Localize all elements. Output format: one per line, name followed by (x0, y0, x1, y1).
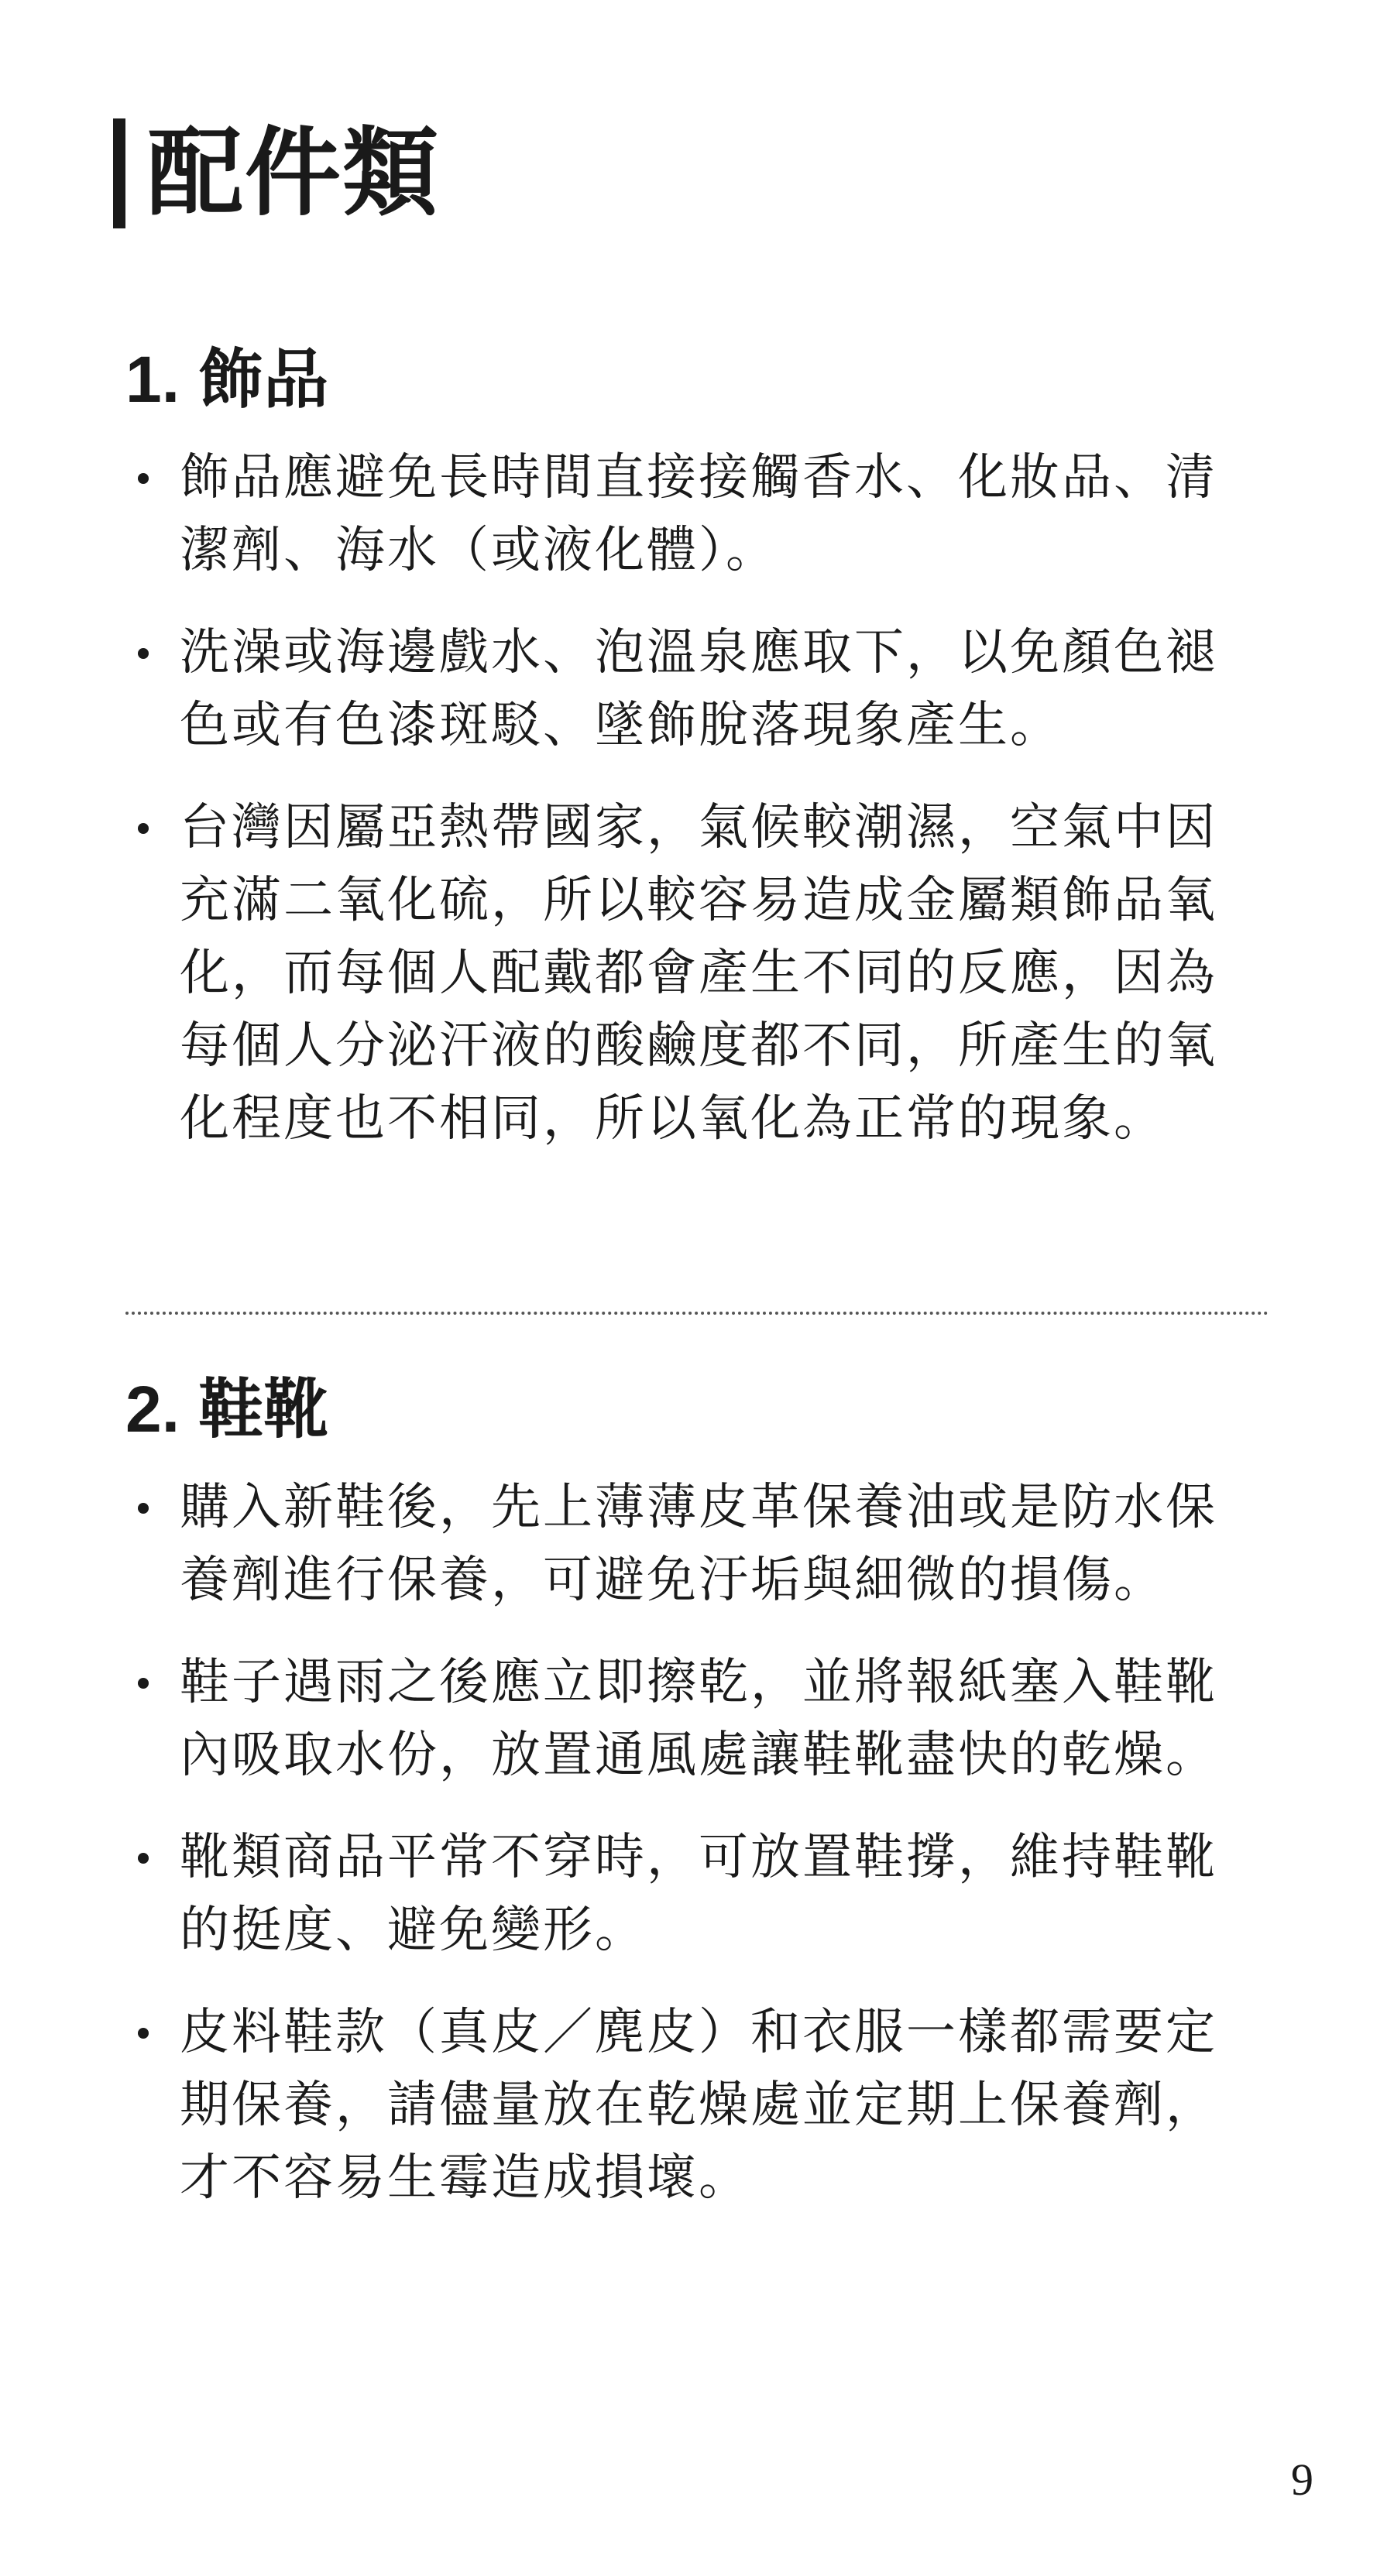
list-item-text: 靴類商品平常不穿時，可放置鞋撐，維持鞋靴的挺度、避免變形。 (180, 1829, 1217, 1959)
page-title-text: 配件類 (147, 118, 441, 229)
bullet-icon (138, 2028, 149, 2039)
bullet-icon (138, 473, 149, 484)
section-title: 飾品 (198, 341, 329, 417)
care-list (125, 1471, 1272, 2214)
section-number: 1. (125, 343, 180, 416)
section-divider (125, 1312, 1269, 1315)
list-item-text: 購入新鞋後，先上薄薄皮革保養油或是防水保養劑進行保養，可避免汙垢與細微的損傷。 (180, 1479, 1217, 1609)
section-footwear (125, 1370, 1272, 2214)
page-number: 9 (1291, 2454, 1313, 2505)
title-accent-bar (113, 118, 125, 228)
section-number: 2. (125, 1373, 180, 1446)
list-item-text: 飾品應避免長時間直接接觸香水、化妝品、清潔劑、海水（或液化體）。 (180, 449, 1217, 579)
list-item (125, 1646, 1241, 1792)
section-heading (125, 341, 1272, 418)
section-accessories (125, 341, 1272, 1155)
page-title (113, 116, 440, 231)
list-item-text: 鞋子遇雨之後應立即擦乾，並將報紙塞入鞋靴內吸取水份，放置通風處讓鞋靴盡快的乾燥。 (180, 1654, 1217, 1784)
bullet-icon (138, 1503, 149, 1514)
bullet-icon (138, 648, 149, 659)
care-list (125, 441, 1272, 1155)
list-item (125, 616, 1241, 762)
list-item-text: 台灣因屬亞熱帶國家，氣候較潮濕，空氣中因充滿二氧化硫，所以較容易造成金屬類飾品氧化，而每個人配戴都會產生不同的反應，因為每個人分泌汗液的酸鹼度都不同，所產生的氧化程度也不相同，所以氧化為正常的現象。 (180, 799, 1217, 1147)
section-heading (125, 1370, 1272, 1448)
list-item (125, 1471, 1241, 1617)
bullet-icon (138, 823, 149, 834)
list-item (125, 441, 1241, 587)
bullet-icon (138, 1853, 149, 1864)
bullet-icon (138, 1678, 149, 1689)
section-title: 鞋靴 (198, 1371, 329, 1447)
list-item-text: 皮料鞋款（真皮／麂皮）和衣服一樣都需要定期保養，請儘量放在乾燥處並定期上保養劑，才不容易生霉造成損壞。 (180, 2004, 1217, 2207)
list-item (125, 791, 1241, 1155)
list-item (125, 1821, 1241, 1967)
list-item (125, 1996, 1241, 2214)
list-item-text: 洗澡或海邊戲水、泡溫泉應取下，以免顏色褪色或有色漆斑駁、墜飾脫落現象產生。 (180, 624, 1217, 754)
